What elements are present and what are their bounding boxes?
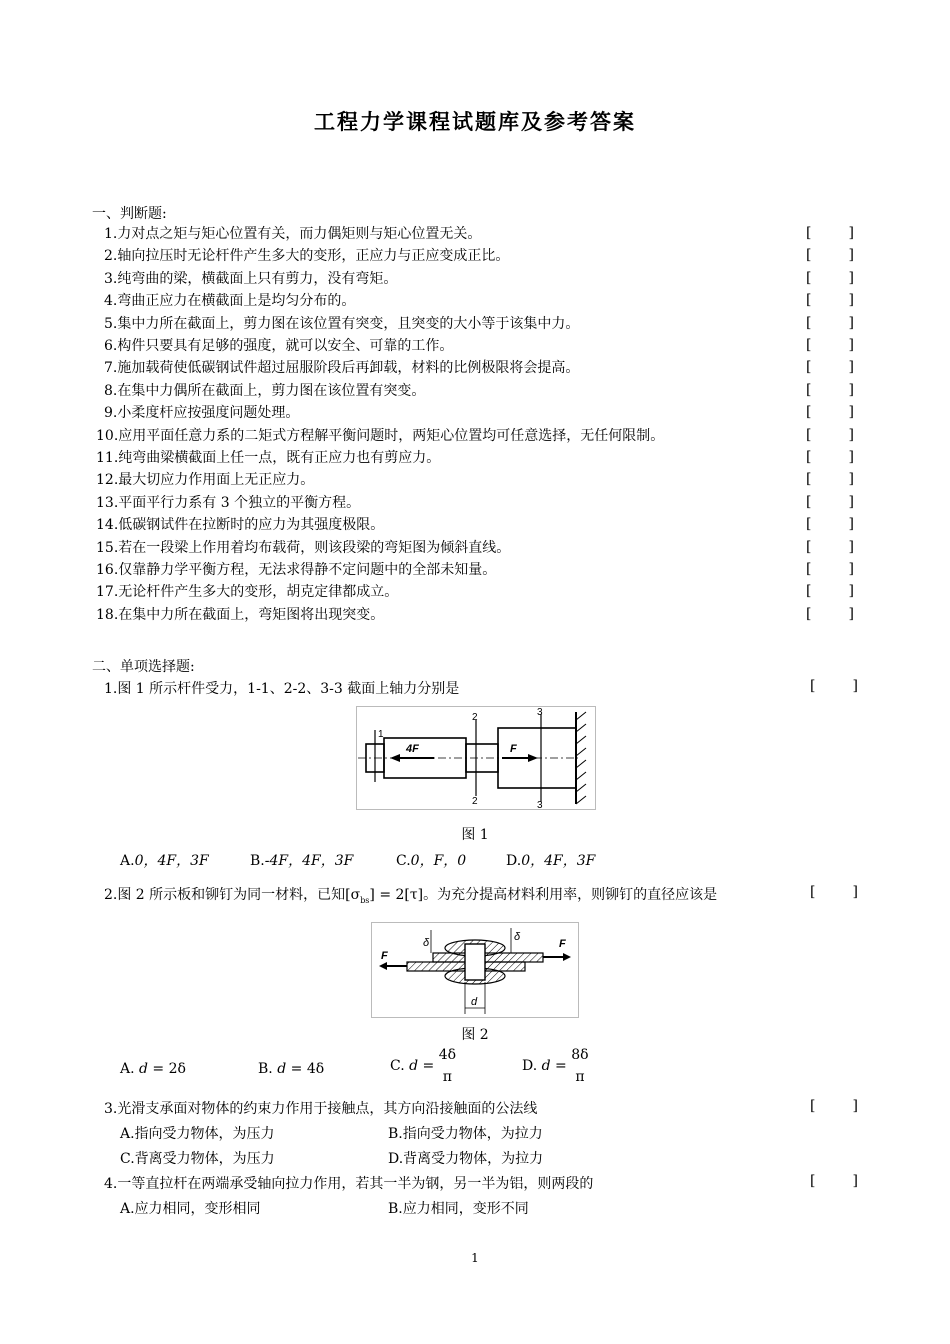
answer-bracket: [ ] (806, 449, 854, 465)
true-false-item (96, 404, 299, 422)
item-text: 弯曲正应力在横截面上是均匀分布的。 (117, 293, 356, 309)
question-3-text: 3.光滑支承面对物体的约束力作用于接触点，其方向沿接触面的公法线 (104, 1101, 538, 1117)
page-number: 1 (471, 1251, 479, 1265)
answer-bracket: [ ] (810, 1098, 858, 1114)
question-3-option-a: A.指向受力物体，为压力 (120, 1126, 275, 1142)
answer-bracket: [ ] (806, 583, 854, 599)
question-4-option-b: B.应力相同，变形不同 (388, 1201, 529, 1217)
question-2-option-d: D. d = 8δ π (522, 1044, 589, 1088)
answer-bracket: [ ] (806, 516, 854, 532)
true-false-item (96, 292, 355, 310)
answer-bracket: [ ] (806, 225, 854, 241)
item-text: 最大切应力作用面上无正应力。 (118, 472, 315, 488)
thickness-label-right: δ (514, 931, 521, 943)
figure-1-caption: 图 1 (461, 827, 489, 843)
true-false-item (96, 315, 579, 333)
answer-bracket: [ ] (810, 1173, 858, 1189)
answer-bracket: [ ] (810, 678, 858, 694)
item-number: 1. (104, 226, 118, 242)
figure-2-diagram (371, 922, 579, 1018)
answer-bracket: [ ] (806, 606, 854, 622)
item-text: 仅靠静力学平衡方程，无法求得静不定问题中的全部未知量。 (118, 562, 497, 578)
item-text: 在集中力所在截面上，弯矩图将出现突变。 (118, 607, 385, 623)
rivet-shank (465, 944, 485, 980)
answer-bracket: [ ] (806, 382, 854, 398)
true-false-item (96, 270, 397, 288)
section-3-label-bottom: 3 (537, 800, 543, 810)
answer-bracket: [ ] (806, 292, 854, 308)
item-number: 6. (104, 338, 118, 354)
item-number: 15. (96, 540, 119, 556)
true-false-item (96, 359, 579, 377)
answer-bracket: [ ] (806, 471, 854, 487)
section-3-label-top: 3 (537, 707, 543, 718)
item-text: 应用平面任意力系的二矩式方程解平衡问题时，两矩心位置均可任意选择，无任何限制。 (118, 428, 665, 444)
question-3-option-d: D.背离受力物体，为拉力 (388, 1151, 544, 1167)
question-1-option-b: B.-4F，4F，3F (250, 853, 354, 869)
question-4-text: 4.一等直拉杆在两端承受轴向拉力作用，若其一半为钢，另一半为铝，则两段的 (104, 1176, 594, 1192)
question-4-option-a: A.应力相同，变形相同 (120, 1201, 261, 1217)
answer-bracket: [ ] (806, 561, 854, 577)
item-text: 若在一段梁上作用着均布载荷，则该段梁的弯矩图为倾斜直线。 (118, 540, 511, 556)
answer-bracket: [ ] (806, 337, 854, 353)
true-false-item (96, 516, 384, 534)
item-text: 力对点之矩与矩心位置有关，而力偶矩则与矩心位置无关。 (117, 226, 482, 242)
answer-bracket: [ ] (810, 884, 858, 900)
right-force-label: F (559, 938, 566, 950)
item-number: 11. (96, 450, 119, 466)
item-number: 18. (96, 607, 119, 623)
answer-bracket: [ ] (806, 359, 854, 375)
item-text: 纯弯曲的梁，横截面上只有剪力，没有弯矩。 (117, 271, 398, 287)
item-text: 构件只要具有足够的强度，就可以安全、可靠的工作。 (117, 338, 454, 354)
section-2-label-top: 2 (472, 712, 478, 723)
true-false-item (96, 494, 360, 512)
answer-bracket: [ ] (806, 427, 854, 443)
question-1-option-a: A.0，4F，3F (120, 853, 209, 869)
item-number: 12. (96, 472, 119, 488)
true-false-item (96, 247, 509, 265)
true-false-item (96, 606, 384, 624)
true-false-item (96, 225, 481, 243)
item-text: 集中力所在截面上，剪力图在该位置有突变，且突变的大小等于该集中力。 (117, 316, 580, 332)
section2-heading: 二、单项选择题: (92, 659, 195, 675)
question-1-option-c: C.0，F，0 (396, 853, 467, 869)
true-false-item (96, 382, 425, 400)
answer-bracket: [ ] (806, 494, 854, 510)
figure-2-caption: 图 2 (461, 1027, 489, 1043)
item-text: 纯弯曲梁横截面上任一点，既有正应力也有剪应力。 (118, 450, 441, 466)
true-false-item (96, 539, 510, 557)
force-f-label: F (510, 743, 517, 755)
item-number: 3. (104, 271, 118, 287)
item-number: 16. (96, 562, 119, 578)
question-3-option-b: B.指向受力物体，为拉力 (388, 1126, 543, 1142)
item-text: 低碳钢试件在拉断时的应力为其强度极限。 (118, 517, 385, 533)
fraction: 4δ π (438, 1047, 457, 1085)
question-1-text: 1.图 1 所示杆件受力，1-1、2-2、3-3 截面上轴力分别是 (104, 681, 460, 697)
item-text: 施加载荷使低碳钢试件超过屈服阶段后再卸载，材料的比例极限将会提高。 (117, 360, 580, 376)
item-number: 4. (104, 293, 118, 309)
item-text: 平面平行力系有 3 个独立的平衡方程。 (118, 495, 361, 511)
answer-bracket: [ ] (806, 404, 854, 420)
item-text: 在集中力偶所在截面上，剪力图在该位置有突变。 (117, 383, 426, 399)
figure-1-diagram (356, 706, 596, 810)
question-2-option-c: C. d = 4δ π (390, 1044, 456, 1088)
item-number: 14. (96, 517, 119, 533)
question-2-option-a: A. d = 2δ (120, 1061, 186, 1077)
item-number: 7. (104, 360, 118, 376)
true-false-item (96, 337, 453, 355)
item-number: 17. (96, 584, 119, 600)
item-number: 5. (104, 316, 118, 332)
answer-bracket: [ ] (806, 539, 854, 555)
thickness-label-left: δ (423, 937, 430, 949)
question-3-option-c: C.背离受力物体，为压力 (120, 1151, 275, 1167)
document-title: 工程力学课程试题库及参考答案 (314, 110, 636, 134)
question-2-option-b: B. d = 4δ (258, 1061, 325, 1077)
item-text: 无论杆件产生多大的变形，胡克定律都成立。 (118, 584, 399, 600)
true-false-item (96, 449, 440, 467)
section-1-label: 1 (378, 729, 384, 740)
section-2-label-bottom: 2 (472, 796, 478, 807)
item-number: 8. (104, 383, 118, 399)
fraction: 8δ π (571, 1047, 589, 1085)
item-number: 10. (96, 428, 119, 444)
answer-bracket: [ ] (806, 247, 854, 263)
true-false-item (96, 427, 664, 445)
question-1-option-d: D.0，4F，3F (506, 853, 596, 869)
item-text: 小柔度杆应按强度问题处理。 (117, 405, 300, 421)
true-false-item (96, 471, 314, 489)
diameter-label: d (471, 996, 478, 1008)
section1-heading: 一、判断题: (92, 206, 167, 222)
force-4f-label: 4F (406, 743, 419, 755)
true-false-item (96, 583, 398, 601)
item-text: 轴向拉压时无论杆件产生多大的变形，正应力与正应变成正比。 (117, 248, 510, 264)
question-2-text: 2.图 2 所示板和铆钉为同一材料，已知$[\sigma_{bs}] = 2[\tau]$。为充分提高材料利用率，则铆钉的直径应该是 (104, 887, 718, 905)
item-number: 13. (96, 495, 119, 511)
item-number: 9. (104, 405, 118, 421)
item-number: 2. (104, 248, 118, 264)
answer-bracket: [ ] (806, 270, 854, 286)
answer-bracket: [ ] (806, 315, 854, 331)
left-force-label: F (381, 950, 388, 962)
true-false-item (96, 561, 496, 579)
